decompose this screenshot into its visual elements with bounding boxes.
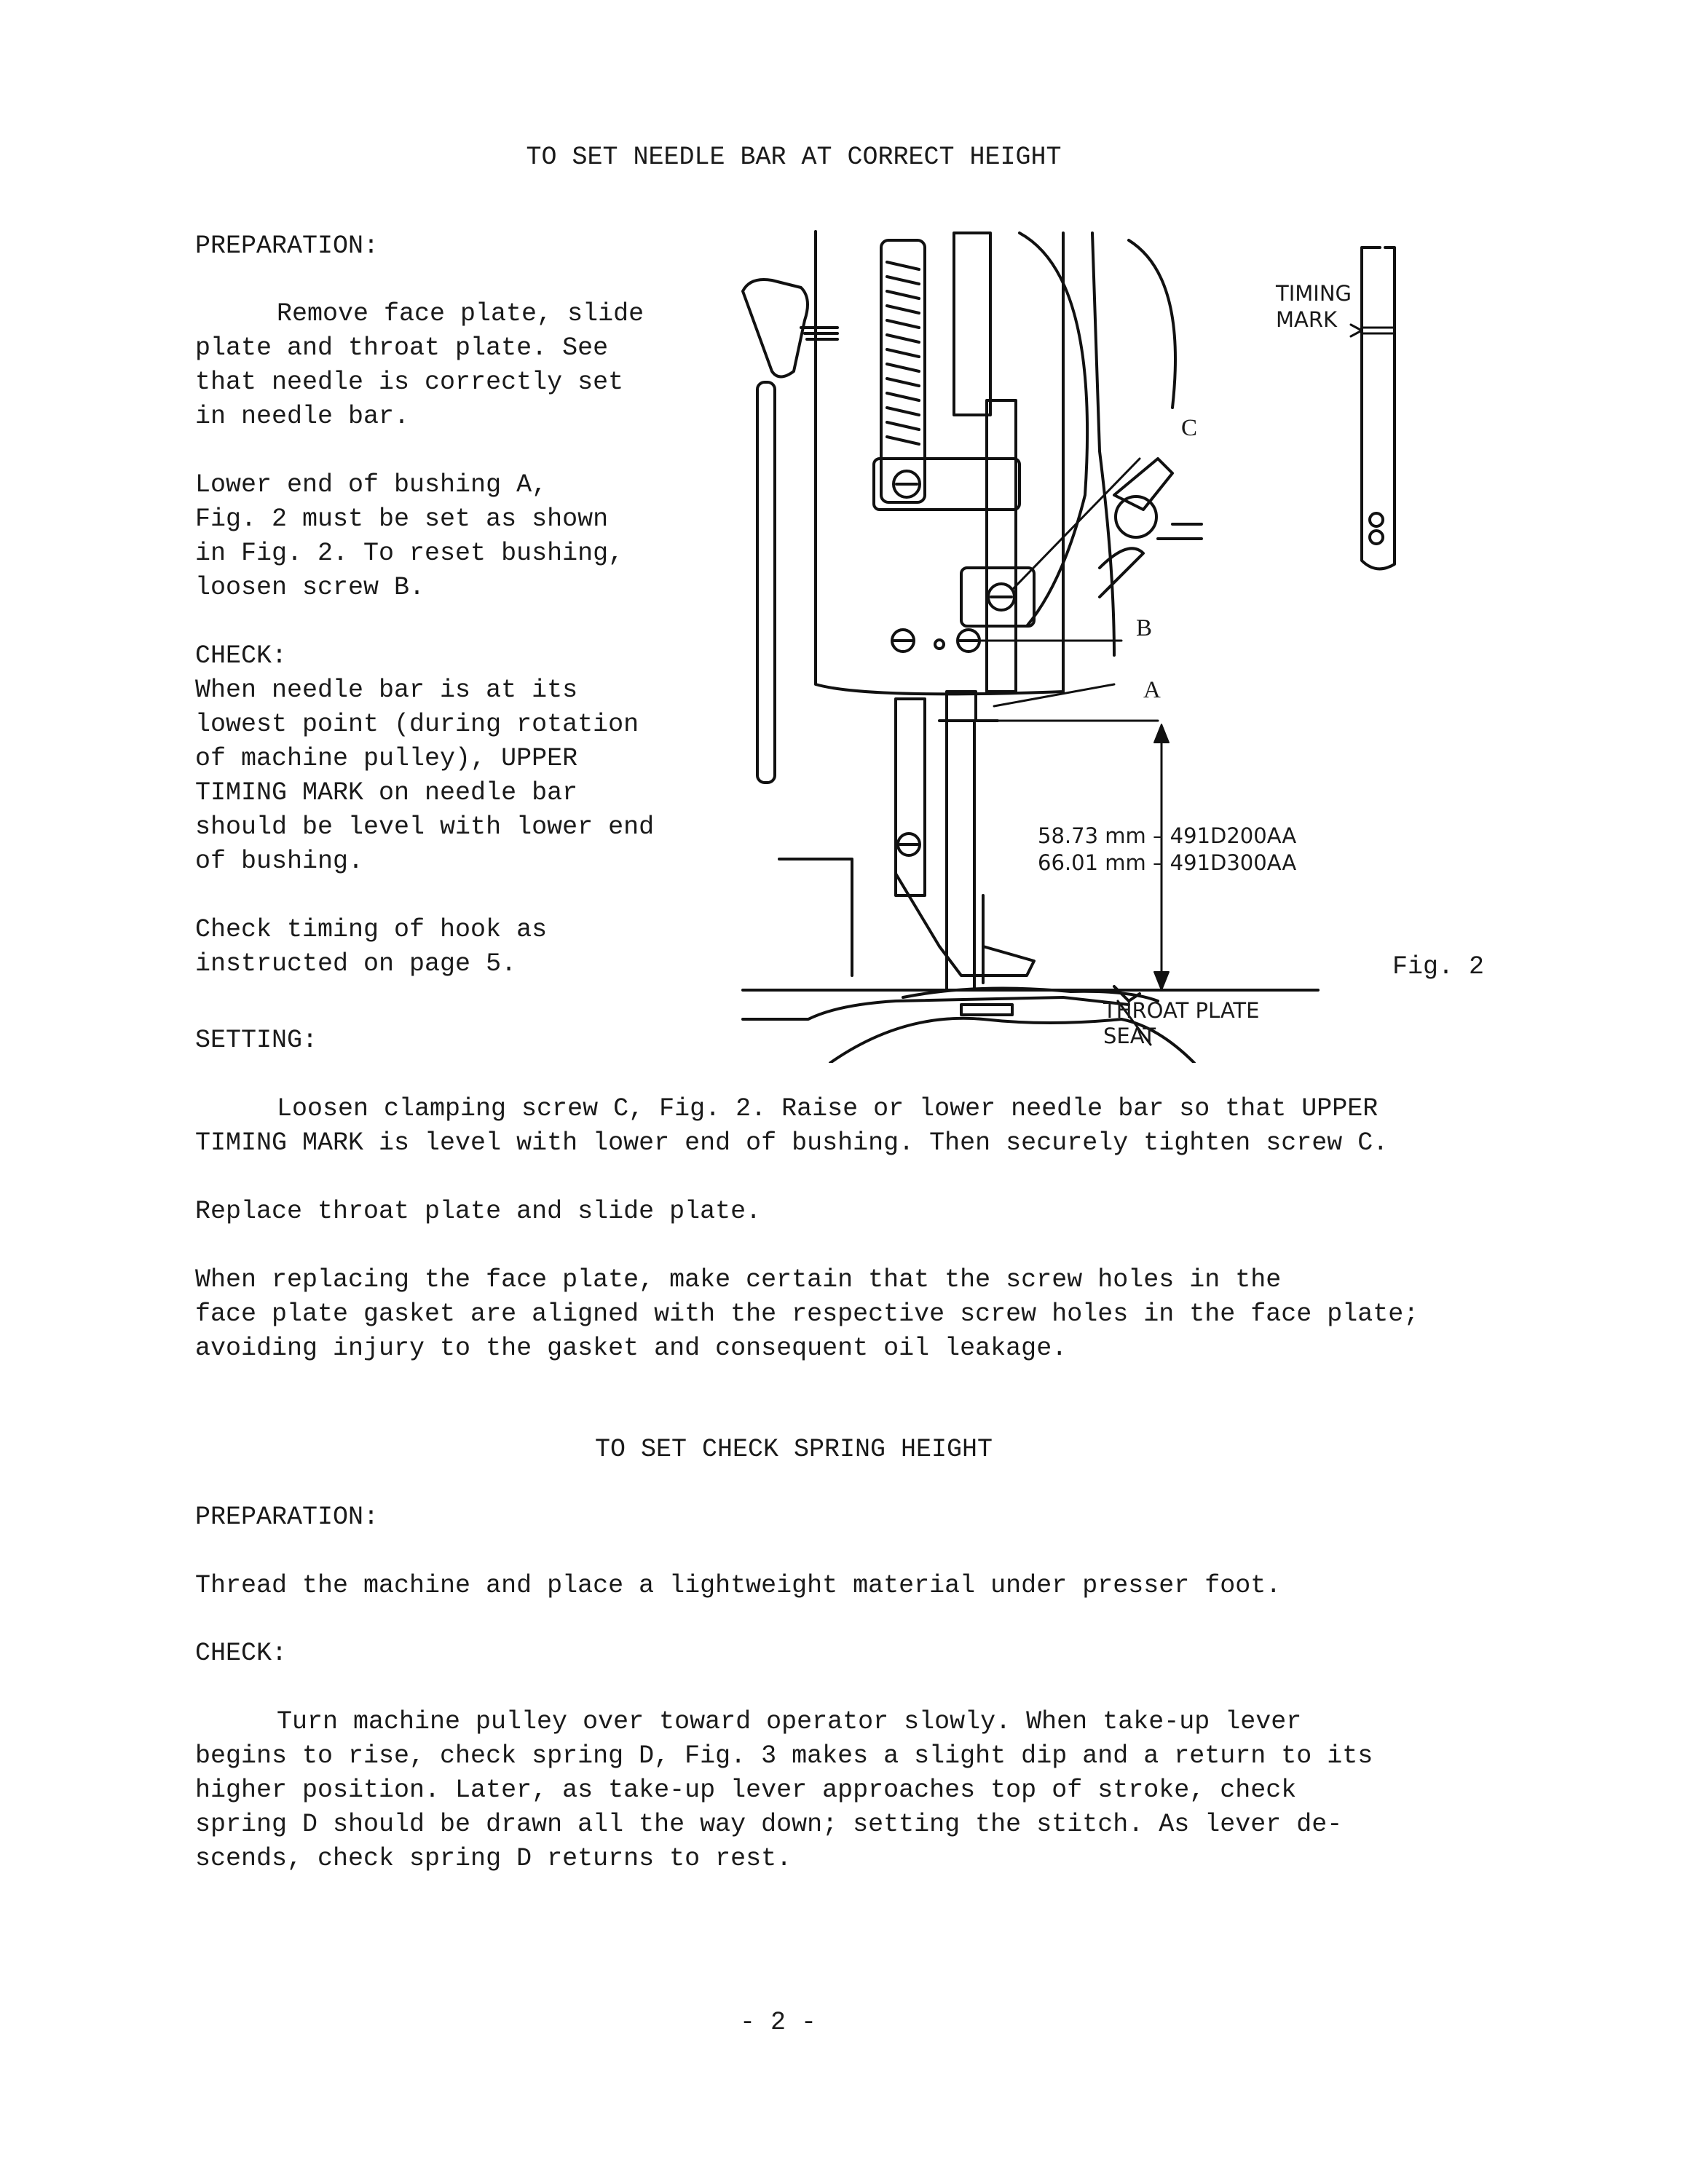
casting-outer-curve bbox=[1129, 240, 1175, 408]
timing-detail-hole-2 bbox=[1370, 531, 1383, 544]
text-line: avoiding injury to the gasket and consequent oil leakage. bbox=[195, 1334, 1068, 1363]
text-line: Remove face plate, slide bbox=[277, 299, 644, 328]
text-line: When needle bar is at its bbox=[195, 676, 578, 705]
dimension-arrow-bottom bbox=[1154, 972, 1169, 990]
text-line: loosen screw B. bbox=[195, 573, 425, 602]
label-a: A bbox=[1143, 677, 1161, 703]
timing-mark-line bbox=[1362, 328, 1395, 333]
bushing bbox=[947, 692, 976, 721]
throat-plate-label-line2: SEAT bbox=[1103, 1024, 1156, 1048]
timing-detail-needle-bar bbox=[1362, 248, 1395, 569]
preparation-heading: PREPARATION: bbox=[195, 232, 379, 261]
text-line: in Fig. 2. To reset bushing, bbox=[195, 539, 624, 568]
leader-a bbox=[994, 684, 1114, 706]
throat-plate-label-line1: THROAT PLATE bbox=[1103, 998, 1260, 1023]
presser-foot bbox=[896, 874, 1034, 976]
left-lever bbox=[757, 382, 775, 783]
presser-bar-lower bbox=[947, 721, 974, 990]
thumb-screw-thread bbox=[801, 328, 837, 339]
dimension-label-2: 66.01 mm – 491D300AA bbox=[1038, 850, 1297, 875]
setting-heading: SETTING: bbox=[195, 1026, 318, 1055]
text-line: of machine pulley), UPPER bbox=[195, 744, 578, 773]
timing-mark-arrow bbox=[1351, 325, 1362, 336]
text-line: Check timing of hook as bbox=[195, 915, 548, 944]
presser-bar-top bbox=[954, 233, 990, 415]
text-line: Lower end of bushing A, bbox=[195, 470, 548, 499]
section-title-needle-bar: TO SET NEEDLE BAR AT CORRECT HEIGHT bbox=[526, 143, 1062, 172]
feed-dog bbox=[961, 1005, 1012, 1015]
thumb-screw-knob bbox=[743, 280, 808, 377]
figure-caption: Fig. 2 bbox=[1392, 952, 1485, 981]
text-line: in needle bar. bbox=[195, 402, 410, 431]
check-heading-2: CHECK: bbox=[195, 1639, 288, 1668]
spring-coils bbox=[887, 262, 919, 444]
timing-mark-label-line2: MARK bbox=[1276, 307, 1338, 332]
tension-arm bbox=[1100, 548, 1143, 597]
lower-needle-bar-left bbox=[896, 699, 925, 895]
text-line: of bushing. bbox=[195, 847, 364, 876]
text-line: instructed on page 5. bbox=[195, 949, 517, 978]
preparation-heading-2: PREPARATION: bbox=[195, 1503, 379, 1532]
machine-stand bbox=[779, 859, 852, 976]
text-line: TIMING MARK on needle bar bbox=[195, 778, 578, 807]
text-line: Loosen clamping screw C, Fig. 2. Raise or lower needle bar so that UPPER bbox=[277, 1094, 1379, 1123]
text-line: Turn machine pulley over toward operator slowly. When take-up lever bbox=[277, 1707, 1302, 1736]
text-line: face plate gasket are aligned with the respective screw holes in the face plate; bbox=[195, 1299, 1419, 1329]
text-line: scends, check spring D returns to rest. bbox=[195, 1844, 792, 1873]
text-line: plate and throat plate. See bbox=[195, 333, 609, 363]
page-number: - 2 - bbox=[740, 2008, 817, 2037]
text-line: higher position. Later, as take-up lever approaches top of stroke, check bbox=[195, 1776, 1297, 1805]
figure-2-illustration bbox=[721, 218, 1617, 1063]
check-heading: CHECK: bbox=[195, 641, 288, 670]
dimension-arrow-top bbox=[1154, 724, 1169, 743]
leader-c bbox=[1012, 459, 1140, 590]
label-b: B bbox=[1136, 615, 1153, 641]
machine-bed-lower bbox=[743, 997, 1129, 1019]
text-line: that needle is correctly set bbox=[195, 368, 624, 397]
timing-mark-label-line1: TIMING bbox=[1276, 281, 1352, 306]
text-line: begins to rise, check spring D, Fig. 3 makes a slight dip and a return to its bbox=[195, 1741, 1373, 1770]
text-line: should be level with lower end bbox=[195, 812, 655, 842]
timing-detail-hole-1 bbox=[1370, 513, 1383, 526]
text-line: spring D should be drawn all the way down; setting the stitch. As lever de- bbox=[195, 1810, 1343, 1839]
section-title-check-spring: TO SET CHECK SPRING HEIGHT bbox=[594, 1435, 993, 1464]
prep-text-2: Thread the machine and place a lightweight material under presser foot. bbox=[195, 1571, 1282, 1600]
tension-disc bbox=[1116, 496, 1156, 537]
dimension-label-1: 58.73 mm – 491D200AA bbox=[1038, 823, 1297, 848]
text-line: TIMING MARK is level with lower end of bushing. Then securely tighten screw C. bbox=[195, 1128, 1389, 1158]
text-line: Fig. 2 must be set as shown bbox=[195, 505, 609, 534]
text-line: lowest point (during rotation bbox=[195, 710, 639, 739]
setting-paragraph-2: Replace throat plate and slide plate. bbox=[195, 1197, 762, 1226]
label-c: C bbox=[1181, 415, 1198, 441]
needle-bar bbox=[987, 400, 1016, 692]
screw-b-small bbox=[935, 640, 944, 649]
text-line: When replacing the face plate, make certain that the screw holes in the bbox=[195, 1265, 1282, 1294]
